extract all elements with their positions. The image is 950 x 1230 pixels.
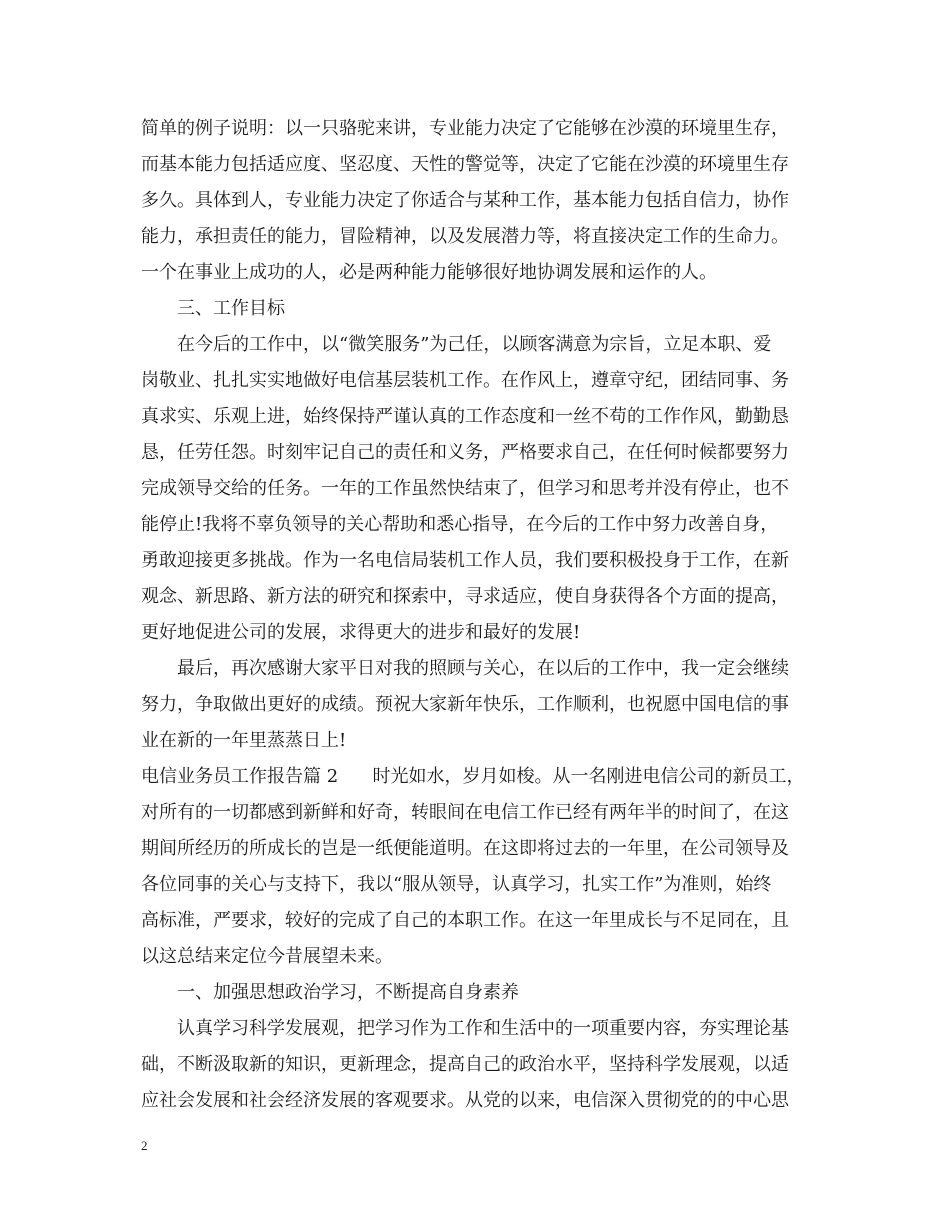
text-line: 观念、新思路、新方法的研究和探索中，寻求适应，使自身获得各个方面的提高， bbox=[141, 586, 789, 607]
text-line: 恳，任劳任怨。时刻牢记自己的责任和义务，严格要求自己，在任何时候都要努力 bbox=[141, 442, 789, 463]
text-line: 期间所经历的所成长的岂是一纸便能道明。在这即将过去的一年里，在公司领导及 bbox=[141, 838, 789, 859]
text-line: 应社会发展和社会经济发展的客观要求。从党的以来，电信深入贯彻党的的中心思 bbox=[141, 1090, 789, 1111]
page-number: 2 bbox=[141, 1138, 148, 1153]
text-line: 多久。具体到人，专业能力决定了你适合与某种工作，基本能力包括自信力，协作 bbox=[141, 190, 789, 211]
text-line: 电信业务员工作报告篇 2 时光如水，岁月如梭。从一名刚进电信公司的新员工， bbox=[141, 766, 805, 787]
text-line: 真求实、乐观上进，始终保持严谨认真的工作态度和一丝不苟的工作作风，勤勤恳 bbox=[141, 406, 789, 427]
section-heading: 三、工作目标 bbox=[177, 298, 285, 319]
text-line: 能停止!我将不辜负领导的关心帮助和悉心指导，在今后的工作中努力改善自身， bbox=[141, 514, 779, 535]
text-line: 岗敬业、扎扎实实地做好电信基层装机工作。在作风上，遵章守纪，团结同事、务 bbox=[141, 370, 789, 391]
section-heading: 一、加强思想政治学习，不断提高自身素养 bbox=[177, 982, 519, 1003]
text-line: 认真学习科学发展观，把学习作为工作和生活中的一项重要内容，夯实理论基 bbox=[177, 1018, 789, 1039]
text-line: 础，不断汲取新的知识，更新理念，提高自己的政治水平，坚持科学发展观，以适 bbox=[141, 1054, 789, 1075]
text-line: 各位同事的关心与支持下，我以“服从领导，认真学习，扎实工作”为准则，始终 bbox=[141, 874, 772, 895]
text-line: 在今后的工作中，以“微笑服务”为己任，以顾客满意为宗旨，立足本职、爱 bbox=[177, 334, 772, 355]
text-line: 勇敢迎接更多挑战。作为一名电信局装机工作人员，我们要积极投身于工作，在新 bbox=[141, 550, 789, 571]
text-line: 努力，争取做出更好的成绩。预祝大家新年快乐，工作顺利，也祝愿中国电信的事 bbox=[141, 694, 789, 715]
text-line: 简单的例子说明：以一只骆驼来讲，专业能力决定了它能够在沙漠的环境里生存， bbox=[141, 118, 789, 139]
text-line: 以这总结来定位今昔展望未来。 bbox=[141, 946, 393, 967]
text-line: 能力，承担责任的能力，冒险精神，以及发展潜力等，将直接决定工作的生命力。 bbox=[141, 226, 789, 247]
text-line: 更好地促进公司的发展，求得更大的进步和最好的发展! bbox=[141, 622, 581, 643]
text-line: 最后，再次感谢大家平日对我的照顾与关心，在以后的工作中，我一定会继续 bbox=[177, 658, 789, 679]
text-line: 而基本能力包括适应度、坚忍度、天性的警觉等，决定了它能在沙漠的环境里生存 bbox=[141, 154, 789, 175]
text-line: 业在新的一年里蒸蒸日上! bbox=[141, 730, 347, 751]
text-line: 完成领导交给的任务。一年的工作虽然快结束了，但学习和思考并没有停止，也不 bbox=[141, 478, 789, 499]
text-line: 高标准，严要求，较好的完成了自己的本职工作。在这一年里成长与不足同在，且 bbox=[141, 910, 789, 931]
text-line: 一个在事业上成功的人，必是两种能力能够很好地协调发展和运作的人。 bbox=[141, 262, 717, 283]
text-line: 对所有的一切都感到新鲜和好奇，转眼间在电信工作已经有两年半的时间了，在这 bbox=[141, 802, 789, 823]
